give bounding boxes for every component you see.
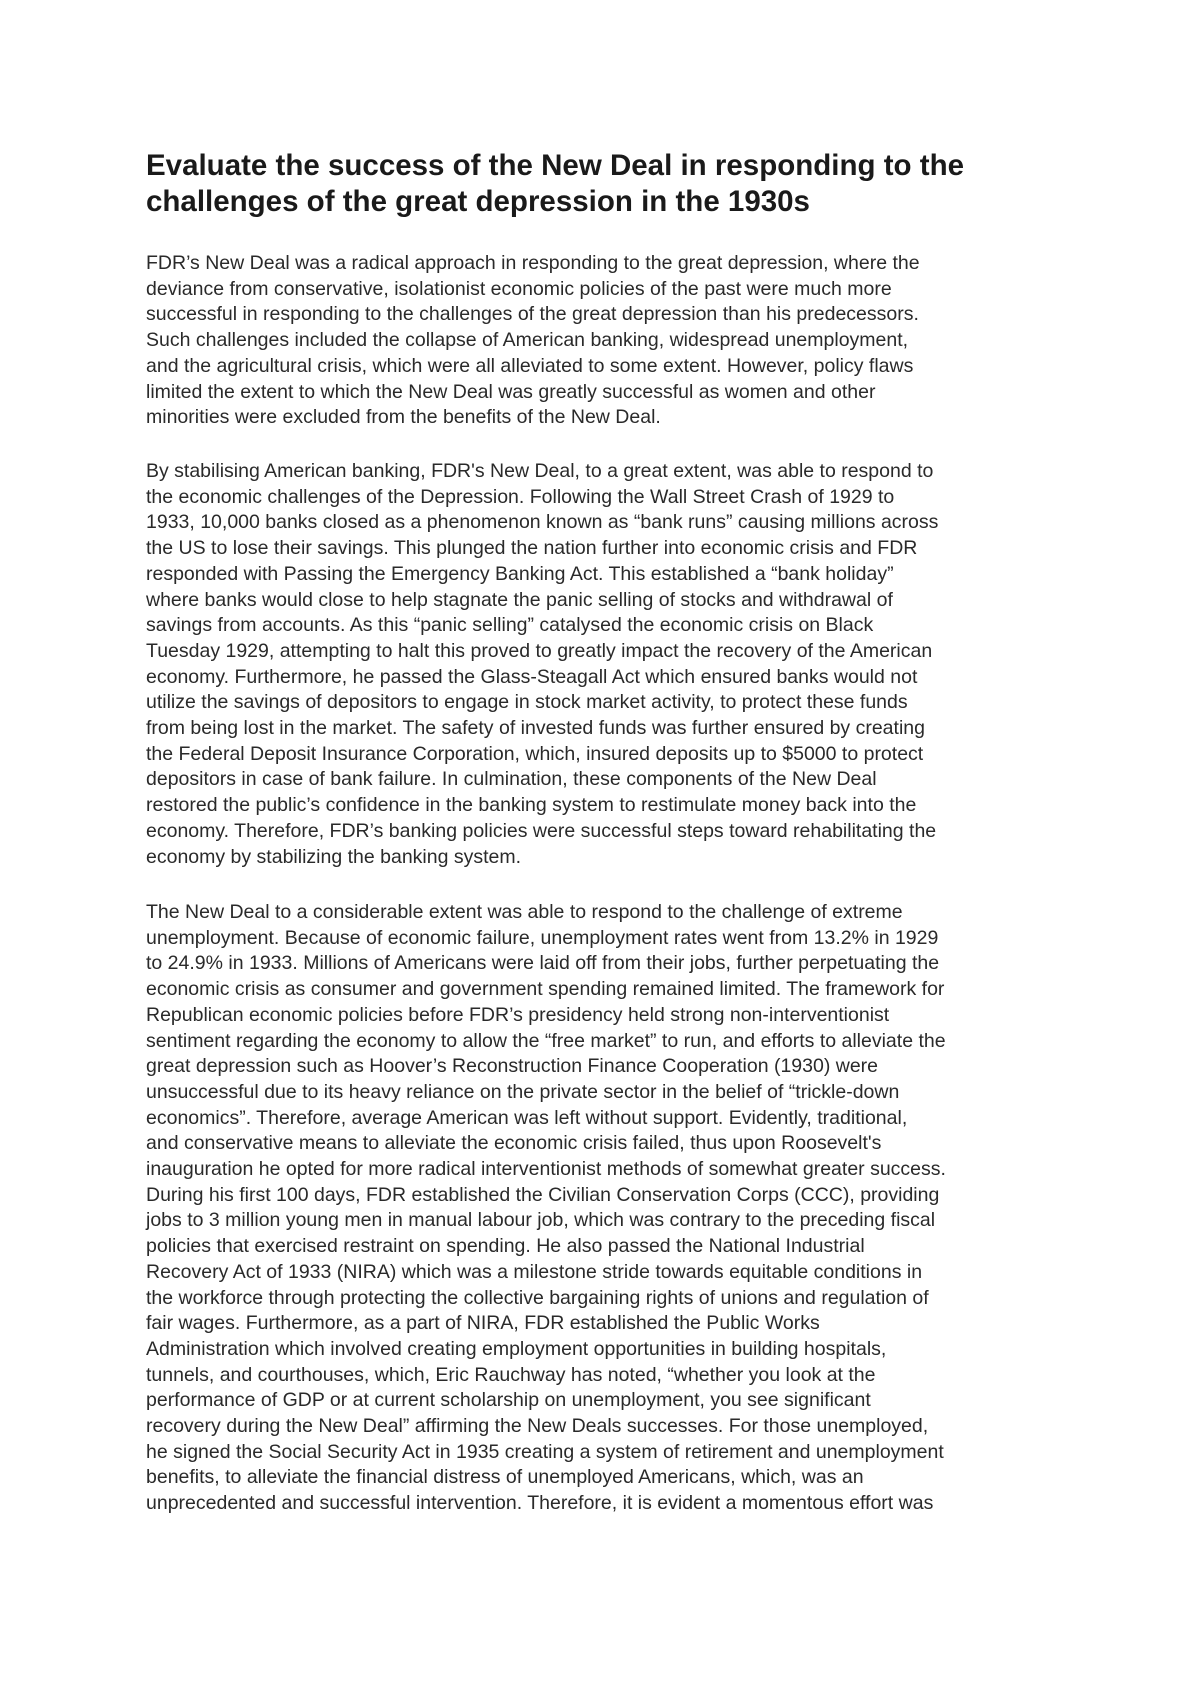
text-line: Administration which involved creating employment opportunities in building hospitals, bbox=[146, 1337, 887, 1360]
text-line: utilize the savings of depositors to engage in stock market activity, to protect these funds bbox=[146, 691, 908, 714]
paragraph-intro bbox=[146, 251, 1086, 431]
text-line: to 24.9% in 1933. Millions of Americans were laid off from their jobs, further perpetuating the bbox=[146, 952, 940, 975]
text-line: and the agricultural crisis, which were all alleviated to some extent. However, policy flaws bbox=[146, 354, 914, 377]
text-line: restored the public’s confidence in the banking system to restimulate money back into the bbox=[146, 794, 917, 817]
text-line: benefits, to alleviate the financial distress of unemployed Americans, which, was an bbox=[146, 1466, 864, 1489]
text-line: FDR’s New Deal was a radical approach in responding to the great depression, where the bbox=[146, 252, 920, 274]
text-line: limited the extent to which the New Deal was greatly successful as women and other bbox=[146, 380, 876, 403]
text-line: performance of GDP or at current scholarship on unemployment, you see significant bbox=[146, 1389, 871, 1412]
text-line: minorities were excluded from the benefits of the New Deal. bbox=[146, 406, 661, 429]
text-line: Recovery Act of 1933 (NIRA) which was a milestone stride towards equitable conditions in bbox=[146, 1260, 923, 1283]
text-line: By stabilising American banking, FDR's New Deal, to a great extent, was able to respond to bbox=[146, 460, 934, 482]
text-line: successful in responding to the challenges of the great depression than his predecessors. bbox=[146, 303, 919, 326]
text-line: economy by stabilizing the banking system. bbox=[146, 845, 522, 868]
text-line: fair wages. Furthermore, as a part of NIRA, FDR established the Public Works bbox=[146, 1312, 820, 1335]
text-line: great depression such as Hoover’s Reconstruction Finance Cooperation (1930) were bbox=[146, 1055, 879, 1078]
text-line: responded with Passing the Emergency Banking Act. This established a “bank holiday” bbox=[146, 562, 894, 585]
text-line: the economic challenges of the Depression. Following the Wall Street Crash of 1929 to bbox=[146, 485, 895, 508]
text-line: The New Deal to a considerable extent was able to respond to the challenge of extreme bbox=[146, 901, 903, 923]
document-title bbox=[146, 148, 1076, 220]
text-line: where banks would close to help stagnate the panic selling of stocks and withdrawal of bbox=[146, 588, 893, 611]
text-line: deviance from conservative, isolationist economic policies of the past were much more bbox=[146, 277, 892, 300]
text-line: the workforce through protecting the collective bargaining rights of unions and regulation of bbox=[146, 1286, 929, 1309]
text-line: the US to lose their savings. This plunged the nation further into economic crisis and FDR bbox=[146, 537, 918, 560]
text-line: inauguration he opted for more radical interventionist methods of somewhat greater success. bbox=[146, 1158, 946, 1181]
text-line: recovery during the New Deal” affirming the New Deals successes. For those unemployed, bbox=[146, 1415, 929, 1438]
text-line: tunnels, and courthouses, which, Eric Rauchway has noted, “whether you look at the bbox=[146, 1363, 876, 1386]
text-line: 1933, 10,000 banks closed as a phenomenon known as “bank runs” causing millions across bbox=[146, 511, 939, 534]
text-line: from being lost in the market. The safety of invested funds was further ensured by creating bbox=[146, 717, 925, 740]
text-line: sentiment regarding the economy to allow the “free market” to run, and efforts to alleviate the bbox=[146, 1029, 946, 1052]
title-line: challenges of the great depression in the 1930s bbox=[146, 185, 810, 218]
text-line: unsuccessful due to its heavy reliance on the private sector in the belief of “trickle-down bbox=[146, 1080, 900, 1103]
text-line: savings from accounts. As this “panic selling” catalysed the economic crisis on Black bbox=[146, 614, 874, 637]
paragraph-banking bbox=[146, 459, 1086, 870]
text-line: economics”. Therefore, average American was left without support. Evidently, traditional, bbox=[146, 1106, 908, 1129]
text-line: jobs to 3 million young men in manual labour job, which was contrary to the preceding fiscal bbox=[146, 1209, 936, 1232]
paragraph-unemployment bbox=[146, 900, 1086, 1517]
text-line: policies that exercised restraint on spending. He also passed the National Industrial bbox=[146, 1235, 865, 1258]
text-line: Such challenges included the collapse of American banking, widespread unemployment, bbox=[146, 329, 909, 352]
text-line: economy. Therefore, FDR’s banking policies were successful steps toward rehabilitating the bbox=[146, 819, 937, 842]
text-line: Tuesday 1929, attempting to halt this proved to greatly impact the recovery of the American bbox=[146, 639, 933, 662]
title-line: Evaluate the success of the New Deal in responding to the bbox=[146, 149, 964, 182]
text-line: Republican economic policies before FDR’s presidency held strong non-interventionist bbox=[146, 1003, 890, 1026]
text-line: economy. Furthermore, he passed the Glass-Steagall Act which ensured banks would not bbox=[146, 665, 918, 688]
text-line: economic crisis as consumer and government spending remained limited. The framework for bbox=[146, 978, 945, 1001]
text-line: the Federal Deposit Insurance Corporation, which, insured deposits up to $5000 to protect bbox=[146, 742, 924, 765]
text-line: he signed the Social Security Act in 1935 creating a system of retirement and unemployment bbox=[146, 1440, 944, 1463]
text-line: unemployment. Because of economic failure, unemployment rates went from 13.2% in 1929 bbox=[146, 926, 939, 949]
text-line: unprecedented and successful intervention. Therefore, it is evident a momentous effort was bbox=[146, 1492, 934, 1515]
text-line: During his first 100 days, FDR established the Civilian Conservation Corps (CCC), providing bbox=[146, 1183, 940, 1206]
text-line: depositors in case of bank failure. In culmination, these components of the New Deal bbox=[146, 768, 877, 791]
text-line: and conservative means to alleviate the economic crisis failed, thus upon Roosevelt's bbox=[146, 1132, 882, 1155]
